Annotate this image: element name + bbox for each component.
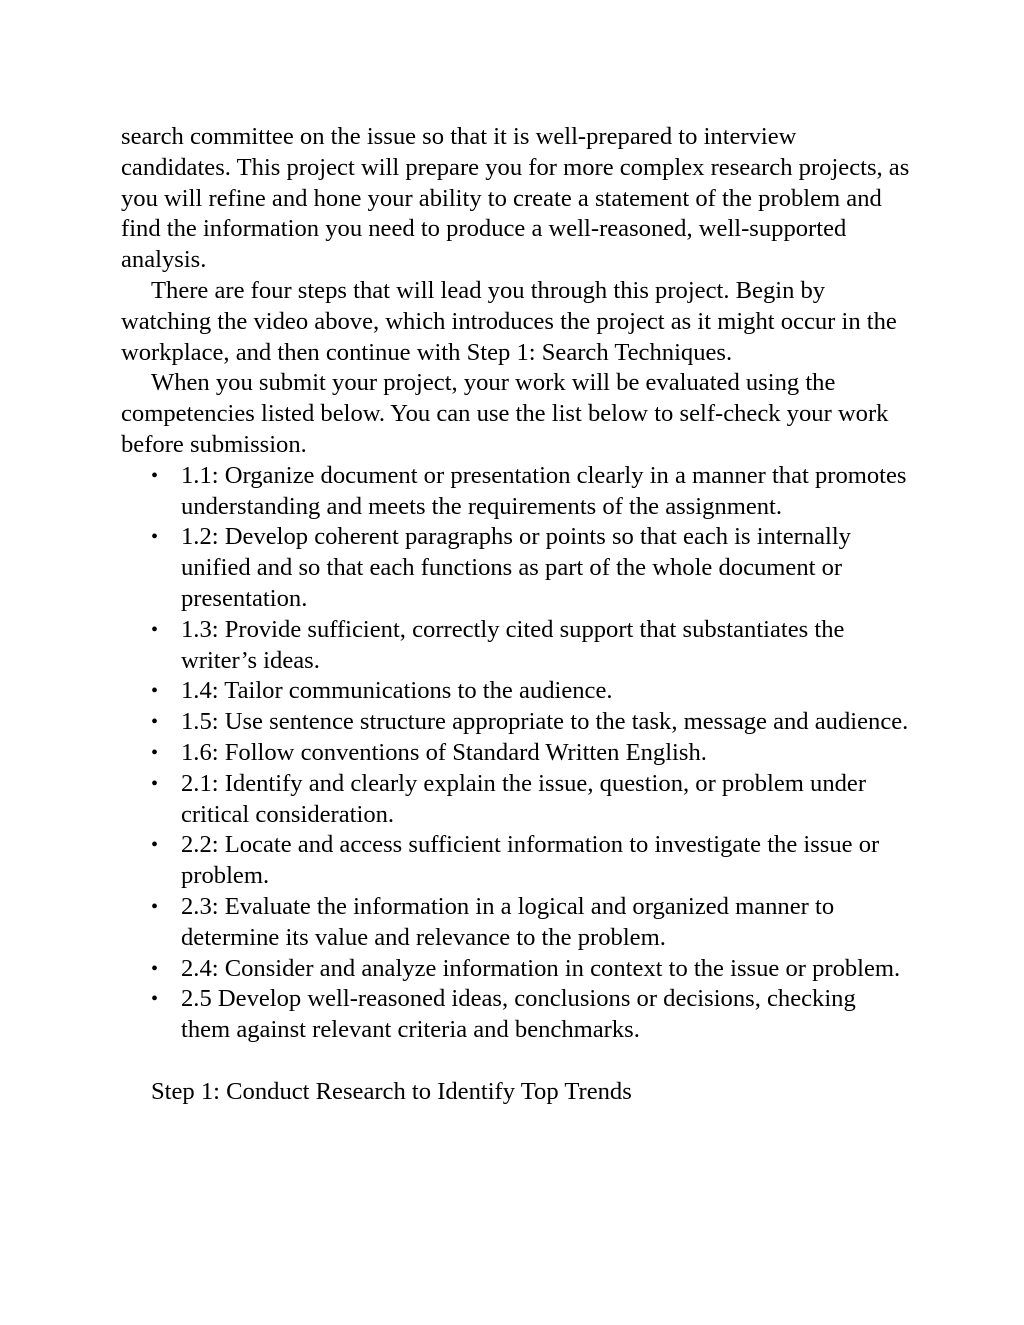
competency-text: 1.6: Follow conventions of Standard Written English. [181, 738, 707, 766]
bullet-icon: • [151, 711, 159, 734]
list-item [121, 707, 911, 738]
step1-heading: Step 1: Conduct Research to Identify Top Trends [151, 1077, 632, 1105]
list-item [121, 522, 911, 614]
bullet-icon: • [151, 680, 159, 703]
competency-text: 2.1: Identify and clearly explain the issue, question, or problem under critical consideration. [181, 769, 867, 828]
blank-line [121, 1046, 911, 1077]
evaluation-paragraph: When you submit your project, your work will be evaluated using the competencies listed below. You can use the list below to self-check your work before submission. [121, 369, 889, 458]
steps-paragraph: There are four steps that will lead you through this project. Begin by watching the video above, which introduces the project as it might occur in the workplace, and then continue with Step 1: Search Techniques. [121, 276, 897, 366]
bullet-icon: • [151, 988, 159, 1011]
list-item [121, 892, 911, 954]
competency-text: 2.3: Evaluate the information in a logical and organized manner to determine its value and relevance to the problem. [181, 892, 835, 951]
list-item [121, 676, 911, 707]
list-item [121, 830, 911, 892]
competency-text: 1.3: Provide sufficient, correctly cited support that substantiates the writer’s ideas. [181, 615, 845, 674]
list-item [121, 954, 911, 985]
list-item [121, 615, 911, 677]
competency-text: 2.4: Consider and analyze information in context to the issue or problem. [181, 954, 901, 982]
bullet-icon: • [151, 772, 159, 795]
intro-paragraph: search committee on the issue so that it is well-prepared to interview candidates. This project will prepare you for more complex research projects, as you will refine and hone your ability to create a statement of the problem and find the information you need to produce a well-reasoned, well-supported analysis. [121, 123, 910, 274]
document-page [121, 122, 911, 1108]
competency-text: 1.5: Use sentence structure appropriate to the task, message and audience. [181, 708, 909, 736]
bullet-icon: • [151, 895, 159, 918]
competency-text: 1.4: Tailor communications to the audience. [181, 677, 613, 705]
bullet-icon: • [151, 834, 159, 857]
bullet-icon: • [151, 618, 159, 641]
list-item [121, 738, 911, 769]
competency-text: 2.2: Locate and access sufficient information to investigate the issue or problem. [181, 831, 880, 890]
competency-text: 1.2: Develop coherent paragraphs or points so that each is internally unified and so that each functions as part of the whole document or presentation. [181, 523, 851, 612]
bullet-icon: • [151, 464, 159, 487]
list-item [121, 769, 911, 831]
list-item [121, 984, 911, 1046]
bullet-icon: • [151, 526, 159, 549]
competency-text: 2.5 Develop well-reasoned ideas, conclusions or decisions, checking them against relevant criteria and benchmarks. [181, 985, 856, 1044]
competency-text: 1.1: Organize document or presentation clearly in a manner that promotes understanding and meets the requirements of the assignment. [181, 461, 907, 520]
bullet-icon: • [151, 957, 159, 980]
list-item [121, 461, 911, 523]
bullet-icon: • [151, 741, 159, 764]
competency-list [121, 461, 911, 1046]
